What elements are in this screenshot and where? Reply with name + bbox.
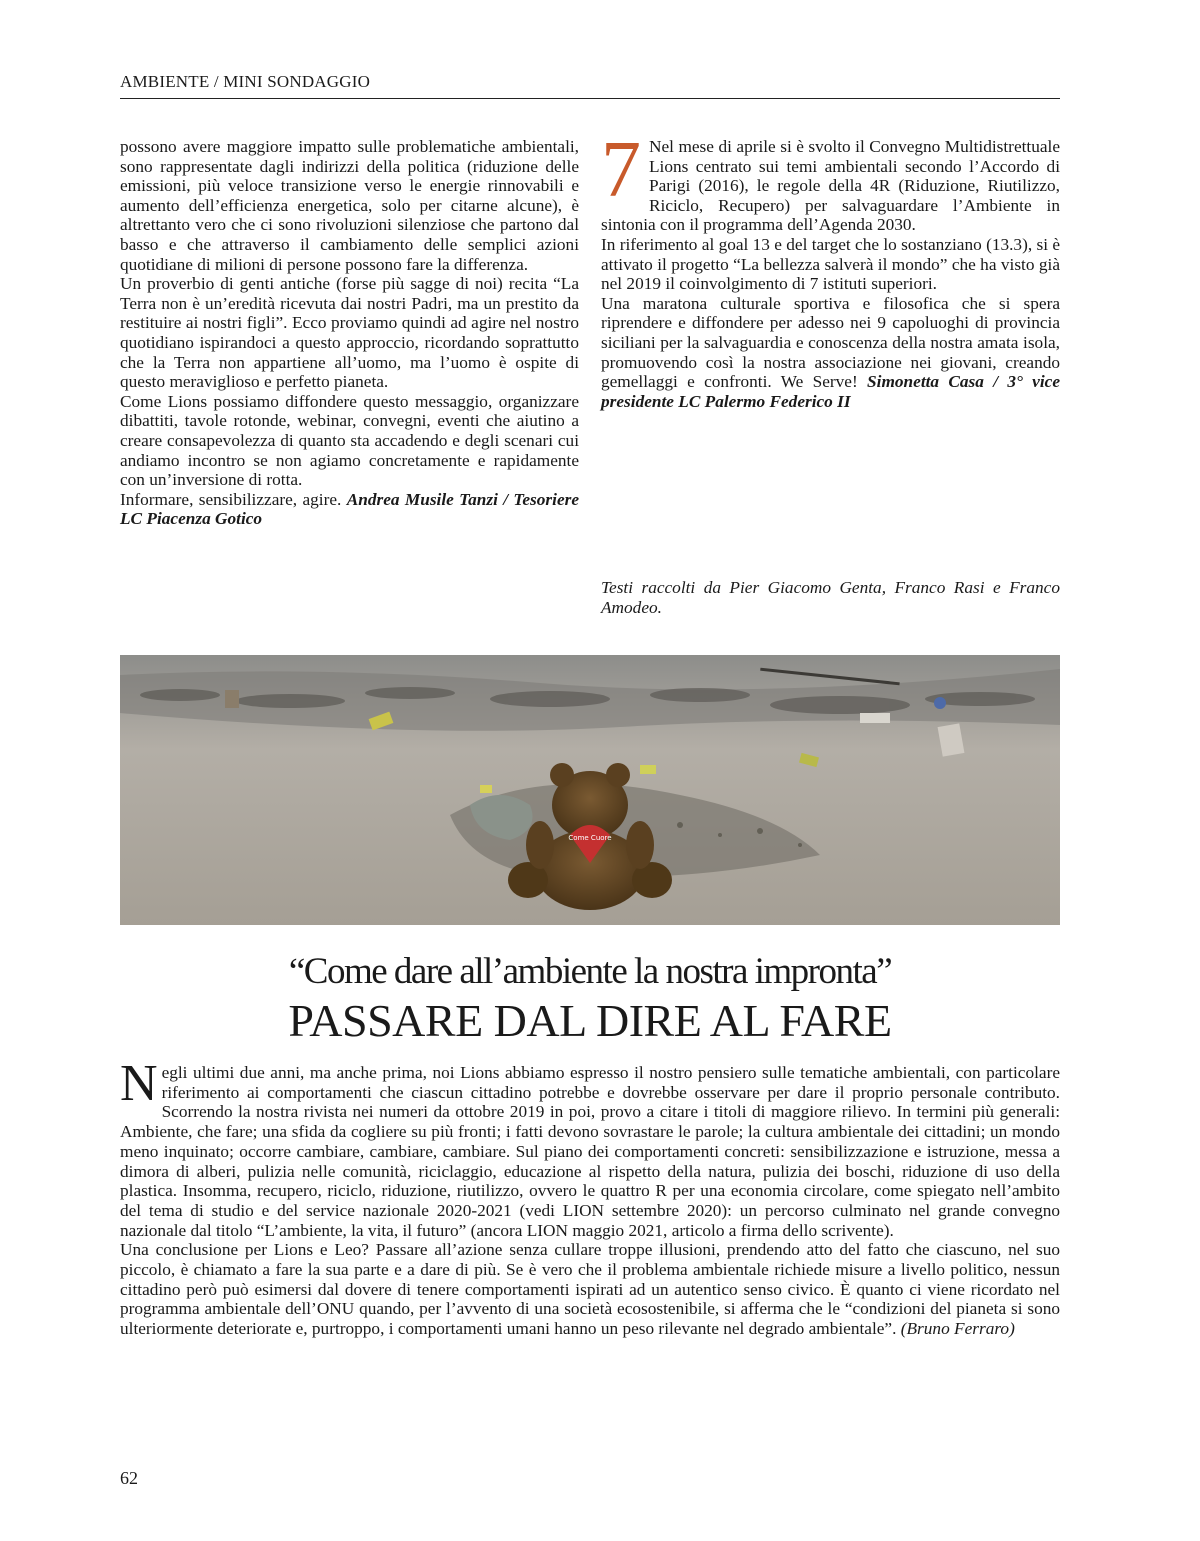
section-title: AMBIENTE / MINI SONDAGGIO [120, 72, 371, 91]
article-title: PASSARE DAL DIRE AL FARE [288, 995, 892, 1046]
article-subtitle: “Come dare all’ambiente la nostra impronta” [288, 951, 892, 992]
left-signature: Andrea Musile Tanzi / Tesoriere LC Piacenza Gotico [120, 489, 580, 529]
left-paragraph-3: Come Lions possiamo diffondere questo messaggio, organizzare dibattiti, tavole rotonde, webinar, convegni, eventi che aiutino a creare consapevolezza di quanto sta accadendo e degli scenari cui andiamo incontro se non agiamo concretamente e rapidamente con un’inversione di rotta. [120, 391, 579, 490]
page-number: 62 [120, 1468, 138, 1488]
right-paragraph-3-text: Una maratona culturale sportiva e filosofica che si spera riprendere e diffondere per adesso nei 9 capoluoghi di provincia siciliani per la salvaguardia e conoscenza della nostra amata isola, promuovendo così la nostra associazione nei giovani, creando gemellaggi e confronti. We Serve! [601, 293, 1060, 392]
right-paragraph-2: In riferimento al goal 13 e del target che lo sostanziano (13.3), si è attivato il progetto “La bellezza salverà il mondo” che ha visto già nel 2019 il coinvolgimento di 7 istituti superiori. [601, 234, 1060, 294]
left-column [120, 137, 579, 529]
beach-litter-photo [120, 655, 1060, 925]
article-paragraph-2 [120, 1240, 1060, 1339]
left-paragraph-4 [120, 490, 579, 529]
left-paragraph-2: Un proverbio di genti antiche (forse più sagge di noi) recita “La Terra non è un’eredità ricevuta dai nostri Padri, ma un prestito da restituire ai nostri figli”. Ecco proviamo quindi ad agire nel nostro quotidiano ispirandoci a questo approccio, ricordando soprattutto che la Terra non appartiene all’uomo, ma l’uomo è ospite di questo meraviglioso e perfetto pianeta. [120, 274, 579, 392]
article-body [120, 1055, 1060, 1339]
article-author: (Bruno Ferraro) [900, 1319, 1015, 1339]
right-signature: Simonetta Casa / 3° vice presidente LC Palermo Federico II [601, 372, 1060, 411]
credits: Testi raccolti da Pier Giacomo Genta, Franco Rasi e Franco Amodeo. [601, 578, 1060, 617]
section-header [120, 72, 1060, 99]
right-column [601, 126, 1060, 411]
left-closing-text: Informare, sensibilizzare, agire. [120, 489, 342, 509]
right-paragraph-1: Nel mese di aprile si è svolto il Convegno Multidistrettuale Lions centrato sui temi ambientali secondo l’Accordo di Parigi (2016), le regole della 4R (Riduzione, Riutilizzo, Riciclo, Recupero) per salvaguardare l’Ambiente in sintonia con il programma dell’Agenda 2030. [601, 137, 1060, 235]
right-dropcap: 7 [601, 126, 641, 214]
article-paragraph-2-text: Una conclusione per Lions e Leo? Passare all’azione senza cullare troppe illusioni, prendendo atto del fatto che ciascuno, nel suo piccolo, è chiamato a fare la sua parte e a dare di più. Se è vero che il problema ambientale richiede misure a livello politico, nessun cittadino però può esimersi dal dovere di tenere comportamenti ispirati ad un autentico senso civico. È quanto ci viene ricordato nel programma ambientale dell’ONU quando, per l’avvento di una società ecosostenibile, si afferma che le “condizioni del pianeta si sono ulteriormente deteriorate e, purtroppo, i comportamenti umani hanno un peso rilevante nel degrado ambientale”. [120, 1240, 1060, 1339]
article-paragraph-1: egli ultimi due anni, ma anche prima, noi Lions abbiamo espresso il nostro pensiero sulle tematiche ambientali, con particolare riferimento ai comportamenti che ciascun cittadino potrebbe e dovrebbe osservare per dare il proprio personale contributo. Scorrendo la nostra rivista nei numeri da ottobre 2019 in poi, provo a citare i titoli di maggiore rilievo. In termini più generali: Ambiente, che fare; una sfida da cogliere su più fronti; i fatti devono sovrastare le parole; la cultura ambientale dei cittadini; un mondo meno inquinato; occorre cambiare, cambiare, cambiare. Sul piano dei comportamenti concreti: sensibilizzazione e istruzione, messa a dimora di alberi, pulizia nelle comunità, riciclaggio, educazione al rispetto della natura, pulizia dei boschi, riduzione di uso della plastica. Insomma, recupero, riciclo, riduzione, riutilizzo, ovvero le quattro R per una economia circolare, come spiegato nell’ambito del tema di studio e del service nazionale 2020-2021 (vedi LION settembre 2020): un percorso culminato nel grande convegno nazionale dal titolo “L’ambiente, la vita, il futuro” (ancora LION maggio 2021, articolo a firma dello scrivente). [120, 1063, 1060, 1240]
article-dropcap: N [120, 1055, 158, 1112]
right-paragraph-3 [601, 294, 1060, 412]
left-paragraph-1: possono avere maggiore impatto sulle problematiche ambientali, sono rappresentate dagli indirizzi della politica (riduzione delle emissioni, più veloce transizione verso le energie rinnovabili e aumento dell’efficienza energetica, solo per citarne alcune), è altrettanto vero che ci sono rivoluzioni silenziose che partono dal basso e che attraverso il cambiamento delle semplici azioni quotidiane di milioni di persone possono fare la differenza. [120, 137, 579, 274]
heart-text: Come Cuore [568, 834, 612, 842]
